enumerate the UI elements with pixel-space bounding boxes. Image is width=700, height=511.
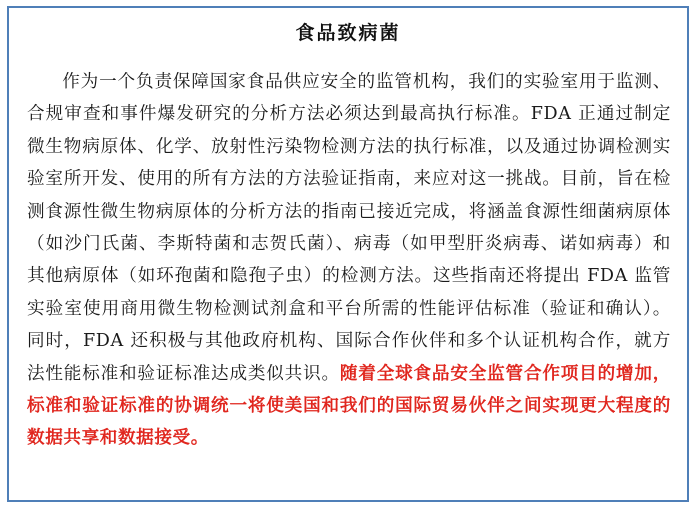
document-title: 食品致病菌: [295, 22, 401, 44]
paragraph-body: 作为一个负责保障国家食品供应安全的监管机构，我们的实验室用于监测、合规审查和事件爆发研究的分析方法必须达到最高执行标准。FDA 正通过制定微生物病原体、化学、放射性污染物检测方法的执行标准，以及通过协调检测实验室所开发、使用的所有方法的方法验证指南，来应对这一挑战。目前，旨在检测食源性微生物病原体的分析方法的指南已接近完成，将涵盖食源性细菌病原体（如沙门氏菌、李斯特菌和志贺氏菌）、病毒（如甲型肝炎病毒、诺如病毒）和其他病原体（如环孢菌和隐孢子虫）的检测方法。这些指南还将提出 FDA 监管实验室使用商用微生物检测试剂盒和平台所需的性能评估标准（验证和确认）。同时，FDA 还积极与其他政府机构、国际合作伙伴和多个认证机构合作，就方法性能标准和验证标准达成类似共识。: [27, 72, 671, 384]
document-paragraph: [27, 66, 671, 455]
document-frame: [7, 6, 689, 502]
highlighted-sentence: 随着全球食品安全监管合作项目的增加，标准和验证标准的协调统一将使美国和我们的国际贸易伙伴之间实现更大程度的数据共享和数据接受。: [27, 362, 671, 449]
